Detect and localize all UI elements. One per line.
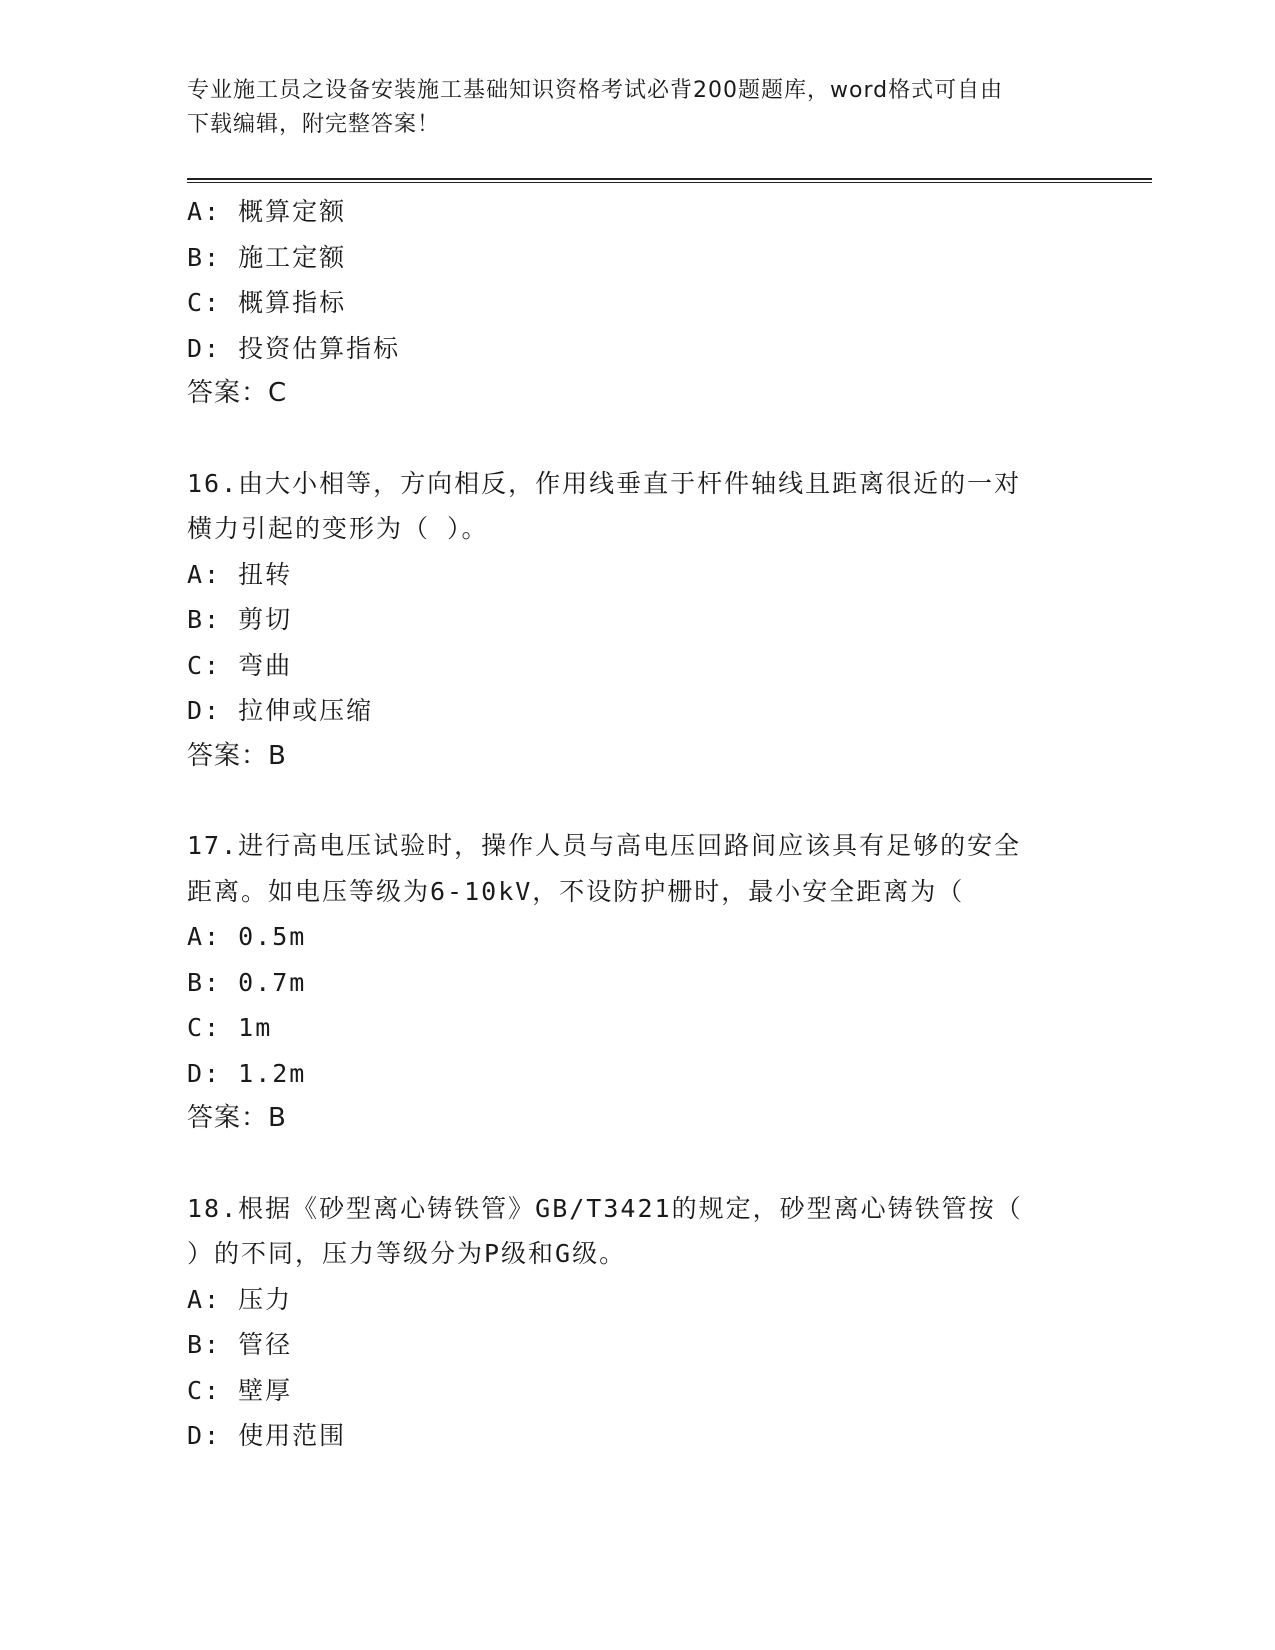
answer: 答案：B — [187, 740, 287, 771]
option-c: C: 壁厚 — [187, 1375, 293, 1405]
option-b: B: 管径 — [187, 1330, 293, 1359]
option-d: D: 使用范围 — [187, 1421, 347, 1450]
option-b: B: 施工定额 — [187, 242, 347, 272]
option-b: B: 0.7m — [187, 967, 307, 997]
option-a: A: 概算定额 — [187, 197, 347, 226]
spacer — [187, 1142, 1087, 1186]
answer: 答案：C — [187, 378, 288, 408]
spacer — [187, 417, 1087, 461]
question-text-line-1: 16.由大小相等，方向相反，作用线垂直于杆件轴线且距离很近的一对 — [187, 468, 1022, 498]
option-a: A: 0.5m — [187, 922, 307, 951]
option-c: C: 概算指标 — [187, 288, 347, 317]
question-15 — [187, 189, 1087, 417]
option-d: D: 拉伸或压缩 — [187, 696, 374, 725]
option-c: C: 1m — [187, 1013, 273, 1042]
header-divider — [187, 178, 1152, 183]
question-text-line-1: 17.进行高电压试验时，操作人员与高电压回路间应该具有足够的安全 — [187, 831, 1022, 860]
option-b: B: 剪切 — [187, 605, 293, 634]
option-a: A: 压力 — [187, 1284, 293, 1314]
question-text-line-2: 横力引起的变形为（ ）。 — [187, 514, 489, 543]
question-list — [187, 189, 1087, 1459]
document-header — [187, 74, 1087, 142]
question-text-line-1: 18.根据《砂型离心铸铁管》GB/T3421的规定，砂型离心铸铁管按（ — [187, 1193, 1023, 1223]
question-text-line-2: ）的不同，压力等级分为P级和G级。 — [187, 1239, 627, 1268]
header-line-1: 专业施工员之设备安装施工基础知识资格考试必背200题题库，word格式可自由 — [187, 78, 1004, 103]
header-line-2: 下载编辑，附完整答案！ — [187, 112, 441, 137]
question-18 — [187, 1186, 1087, 1459]
spacer — [187, 779, 1087, 823]
answer: 答案：B — [187, 1103, 287, 1133]
option-c: C: 弯曲 — [187, 650, 293, 680]
option-a: A: 扭转 — [187, 559, 293, 589]
option-d: D: 1.2m — [187, 1058, 307, 1088]
question-16 — [187, 461, 1087, 780]
question-text-line-2: 距离。如电压等级为6-10kV，不设防护栅时，最小安全距离为（ — [187, 876, 965, 906]
question-17 — [187, 823, 1087, 1142]
option-d: D: 投资估算指标 — [187, 333, 401, 363]
